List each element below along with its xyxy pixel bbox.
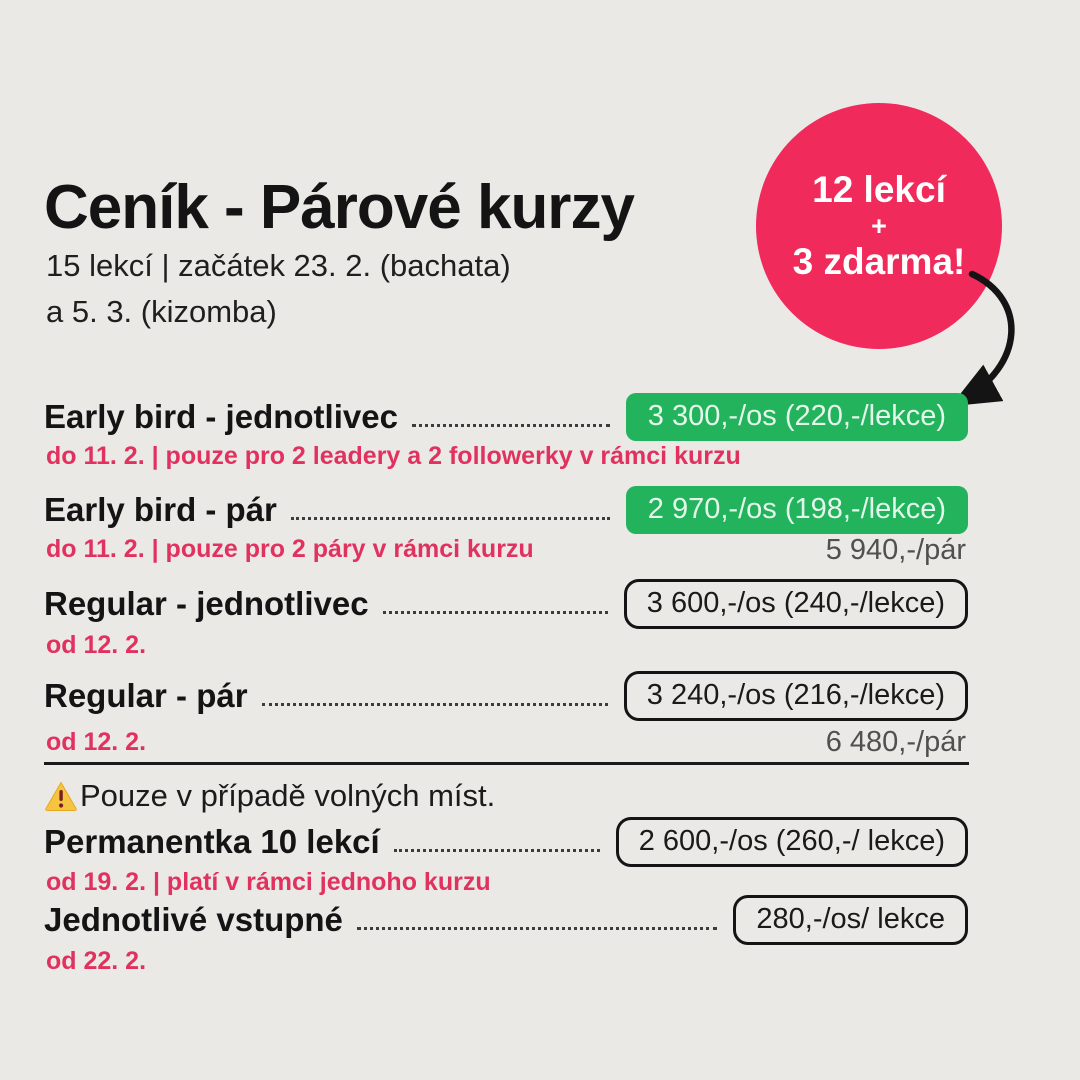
subtitle-line-1: 15 lekcí | začátek 23. 2. (bachata) — [46, 248, 511, 283]
row-label: Early bird - jednotlivec — [44, 398, 398, 435]
price-badge-outline: 2 600,-/os (260,-/ lekce) — [616, 817, 968, 867]
page-title: Ceník - Párové kurzy — [44, 173, 634, 242]
dotted-leader — [262, 703, 608, 706]
dotted-leader — [383, 611, 608, 614]
subtitle-line-2: a 5. 3. (kizomba) — [46, 294, 277, 329]
dotted-leader — [394, 849, 600, 852]
pair-total-price: 6 480,-/pár — [825, 726, 966, 758]
dotted-leader — [357, 927, 717, 930]
price-row-single-entry — [44, 896, 968, 944]
price-row-early-bird-pair — [44, 486, 968, 534]
price-badge-outline: 3 600,-/os (240,-/lekce) — [624, 579, 968, 629]
warning-icon — [44, 780, 78, 812]
price-row-pass-10 — [44, 818, 968, 866]
dotted-leader — [291, 517, 610, 520]
row-note: do 11. 2. | pouze pro 2 páry v rámci kurzu — [46, 535, 534, 563]
row-note: do 11. 2. | pouze pro 2 leadery a 2 followerky v rámci kurzu — [46, 442, 741, 470]
section-divider — [44, 762, 969, 765]
pair-total-price: 5 940,-/pár — [825, 534, 966, 566]
row-label: Regular - pár — [44, 677, 248, 714]
row-label: Jednotlivé vstupné — [44, 901, 343, 938]
price-row-early-bird-single — [44, 393, 968, 441]
warning-text: Pouze v případě volných míst. — [80, 778, 496, 813]
row-note: od 19. 2. | platí v rámci jednoho kurzu — [46, 868, 491, 896]
price-badge-outline: 3 240,-/os (216,-/lekce) — [624, 671, 968, 721]
price-badge-green: 3 300,-/os (220,-/lekce) — [626, 393, 968, 441]
row-label: Early bird - pár — [44, 491, 277, 528]
promo-badge-plus: + — [871, 210, 887, 241]
price-row-regular-pair — [44, 672, 968, 720]
row-label: Permanentka 10 lekcí — [44, 823, 380, 860]
row-label: Regular - jednotlivec — [44, 585, 369, 622]
price-badge-outline: 280,-/os/ lekce — [733, 895, 968, 945]
availability-warning — [44, 778, 495, 814]
price-badge-green: 2 970,-/os (198,-/lekce) — [626, 486, 968, 534]
row-note: od 12. 2. — [46, 728, 147, 756]
price-row-regular-single — [44, 580, 968, 628]
promo-badge-line1: 12 lekcí — [812, 169, 946, 211]
row-note: od 22. 2. — [46, 947, 147, 975]
row-note: od 12. 2. — [46, 631, 147, 659]
promo-badge-line3: 3 zdarma! — [792, 241, 966, 283]
dotted-leader — [412, 424, 610, 427]
